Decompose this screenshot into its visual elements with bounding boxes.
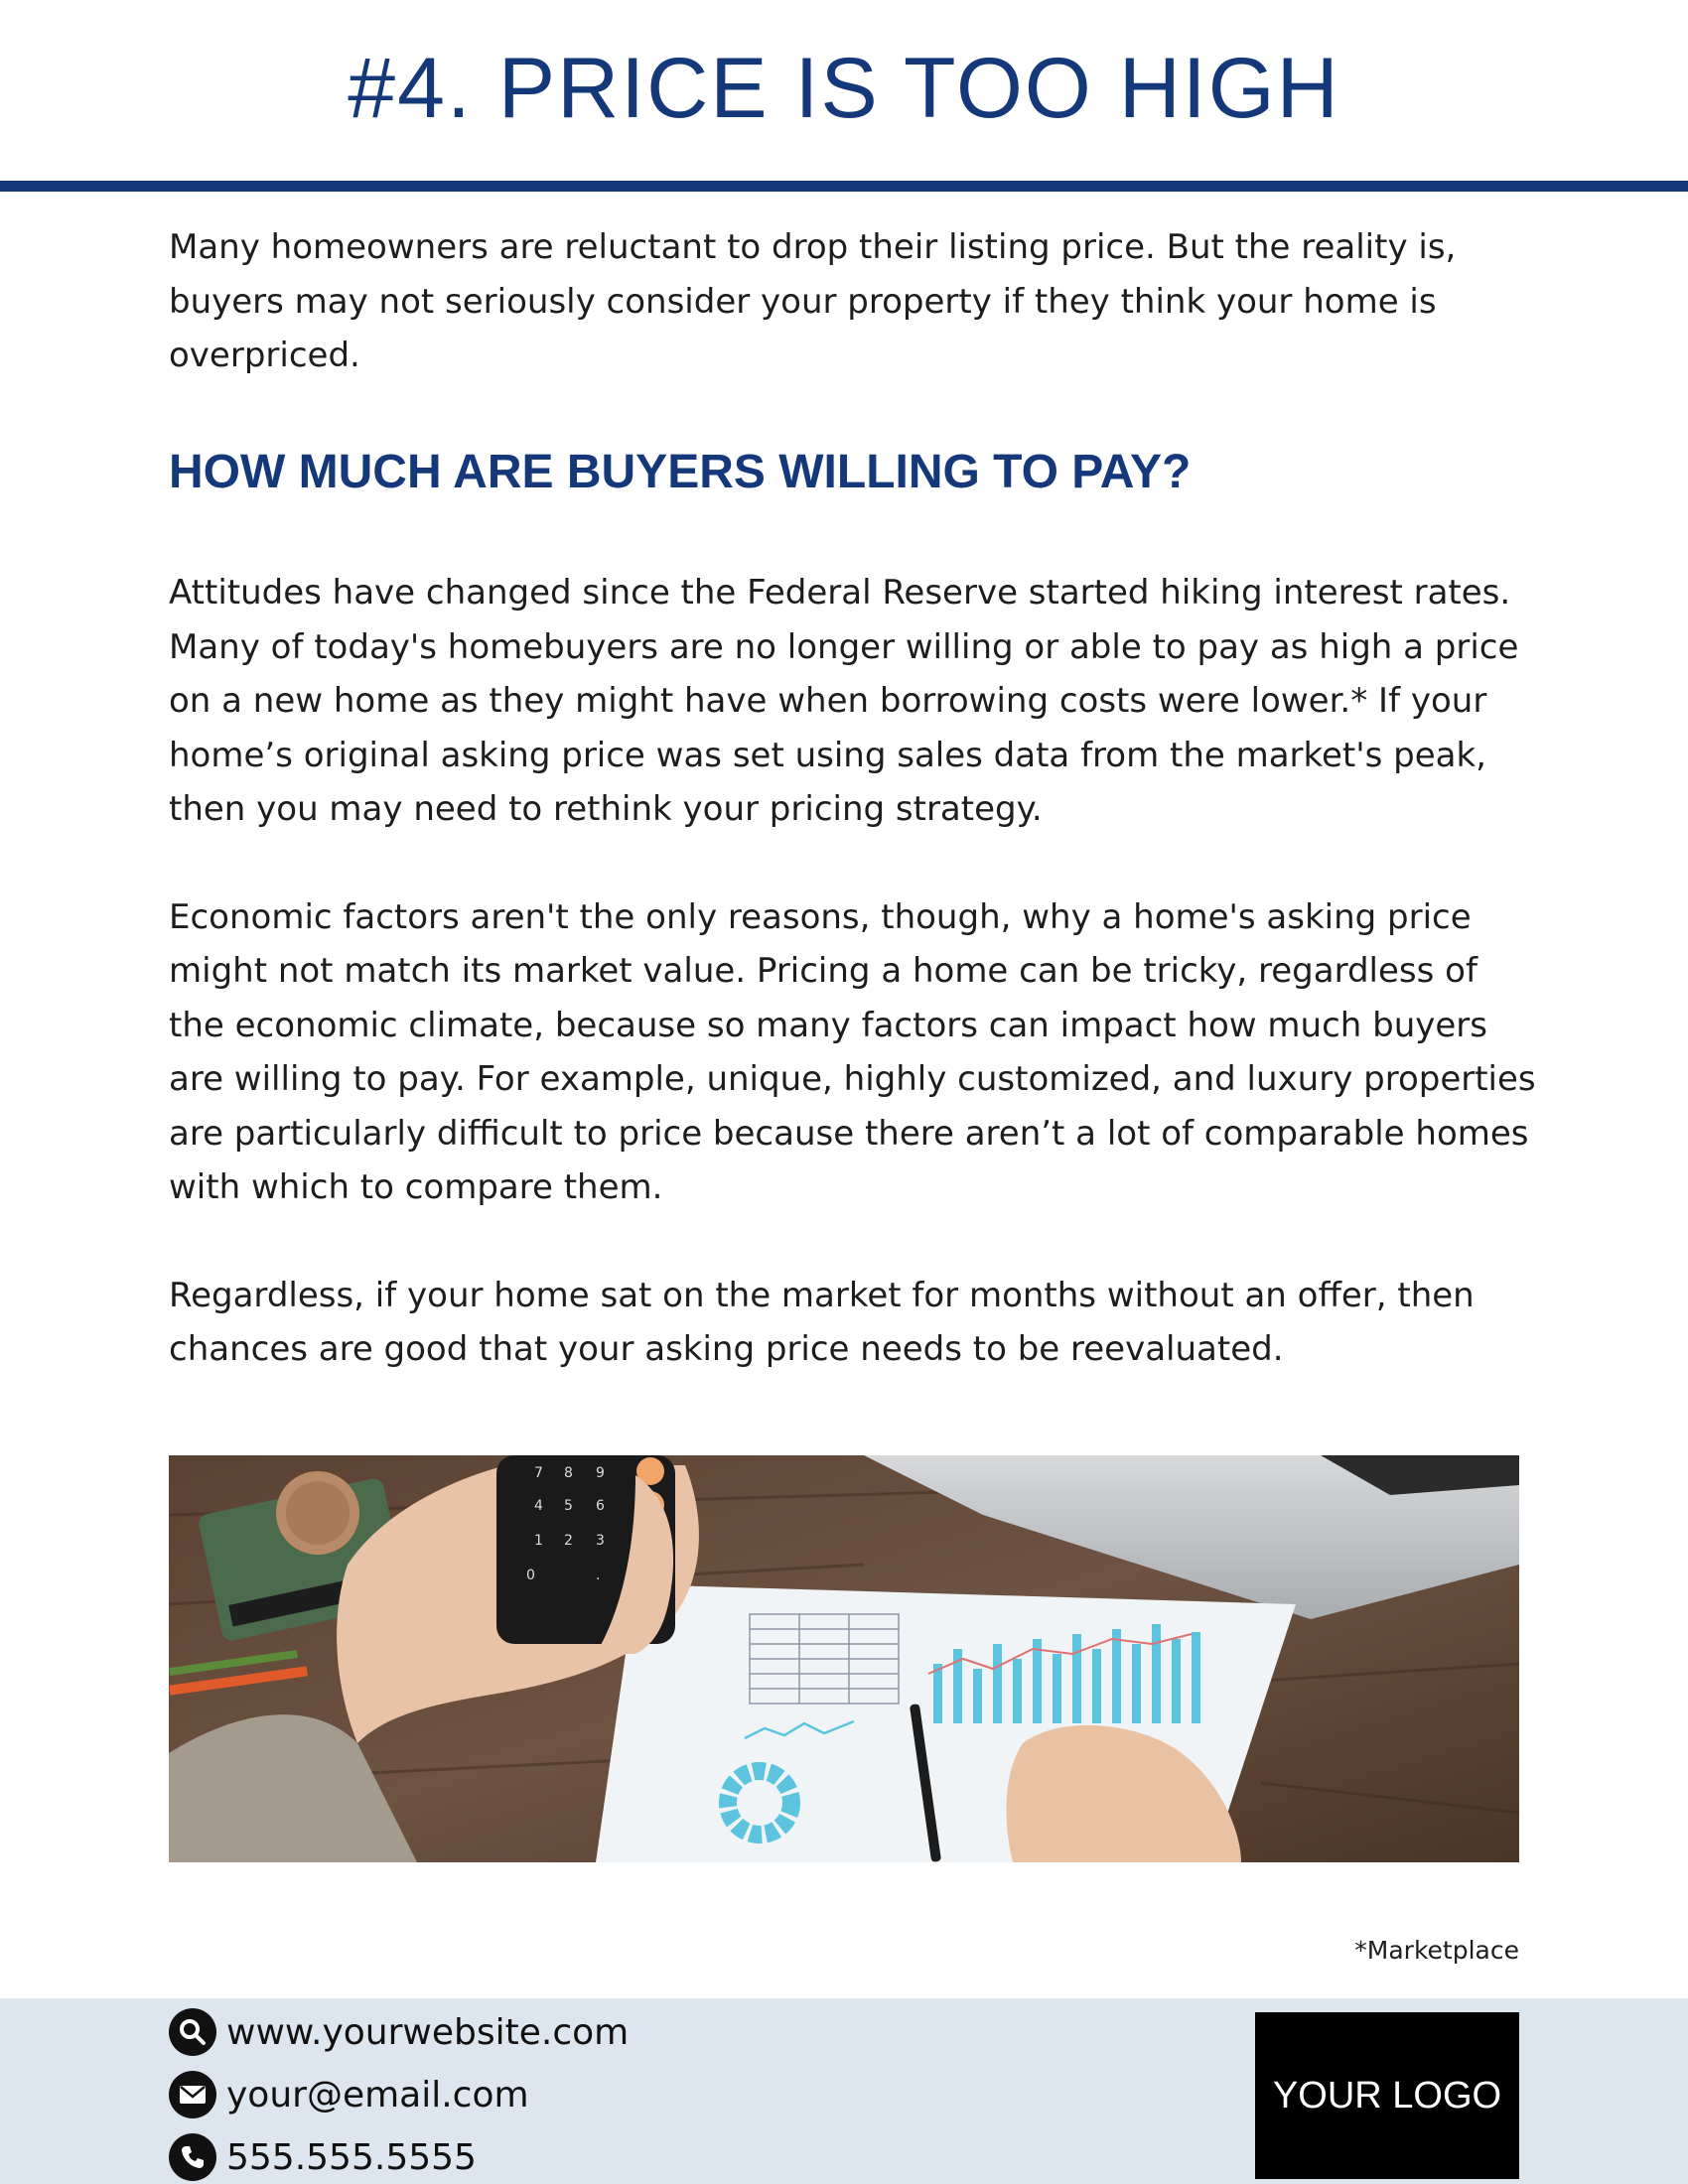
email-link[interactable]: your@email.com — [226, 2074, 529, 2116]
intro-block — [169, 220, 1539, 383]
svg-text:0: 0 — [526, 1568, 535, 1583]
svg-text:6: 6 — [596, 1498, 605, 1514]
website-link[interactable]: www.yourwebsite.com — [226, 2011, 630, 2053]
body-paragraph-3: Regardless, if your home sat on the market for months without an offer, then chances are good that your asking price needs to be reevaluated. — [169, 1275, 1475, 1369]
contact-phone[interactable] — [169, 2133, 477, 2181]
logo-placeholder — [1255, 2012, 1519, 2179]
svg-text:3: 3 — [596, 1533, 605, 1549]
svg-text:5: 5 — [564, 1498, 573, 1514]
svg-text:9: 9 — [596, 1465, 605, 1481]
page-header — [0, 0, 1688, 181]
svg-text:2: 2 — [564, 1533, 573, 1549]
svg-text:.: . — [596, 1568, 601, 1583]
section-heading: HOW MUCH ARE BUYERS WILLING TO PAY? — [169, 446, 1192, 498]
contact-website[interactable] — [169, 2008, 629, 2056]
svg-text:7: 7 — [534, 1465, 543, 1481]
svg-text:8: 8 — [564, 1465, 573, 1481]
logo-text: YOUR LOGO — [1272, 2074, 1502, 2116]
finance-desk-photo — [169, 1455, 1519, 1862]
section-body — [169, 566, 1539, 1377]
svg-text:4: 4 — [534, 1498, 543, 1514]
contact-email[interactable] — [169, 2071, 529, 2118]
body-paragraph-1: Attitudes have changed since the Federal Reserve started hiking interest rates. Many of today's homebuyers are no longer willing or able to pay as high a price on a new home as they might have when borrowing costs were lower.* If your home’s original asking price was set using sales data from the market's peak, then you may need to rethink your pricing strategy. — [169, 573, 1519, 829]
phone-number[interactable]: 555.555.5555 — [226, 2136, 477, 2178]
footnote: *Marketplace — [1354, 1936, 1519, 1965]
search-icon — [169, 2008, 216, 2056]
body-paragraph-2: Economic factors aren't the only reasons, though, why a home's asking price might not match its market value. Pricing a home can be tricky, regardless of the economic climate, because so many factors can impact how much buyers are willing to pay. For example, unique, highly customized, and luxury properties are particularly difficult to price because there aren’t a lot of comparable homes with which to compare them. — [169, 896, 1536, 1207]
header-divider — [0, 181, 1688, 192]
intro-paragraph: Many homeowners are reluctant to drop their listing price. But the reality is, buyers may not seriously consider your property if they think your home is overpriced. — [169, 227, 1457, 375]
page-title: #4. PRICE IS TOO HIGH — [348, 40, 1340, 136]
phone-icon — [169, 2133, 216, 2181]
email-icon — [169, 2071, 216, 2118]
svg-text:1: 1 — [534, 1533, 543, 1549]
